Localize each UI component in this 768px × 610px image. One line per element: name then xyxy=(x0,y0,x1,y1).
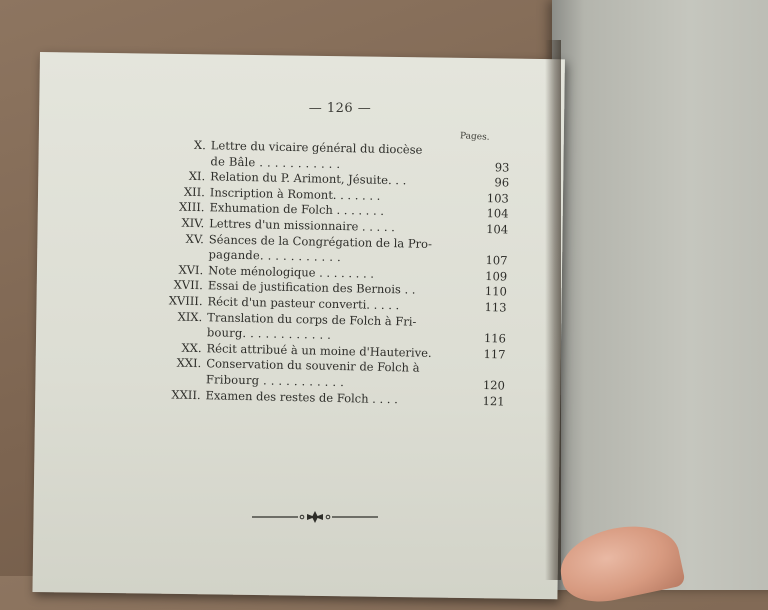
toc-entry-page: 110 xyxy=(484,284,507,299)
ornament-divider-icon xyxy=(250,510,380,524)
toc-entry-title: Relation du P. Arimont, Jésuite. . . xyxy=(210,169,407,188)
toc-entry-number: XVI. xyxy=(178,262,204,277)
toc-entry-page: 104 xyxy=(486,206,509,221)
toc-entry-number: XIV. xyxy=(181,215,205,231)
toc-entry-page: 104 xyxy=(486,222,509,237)
toc-entry-number: XV. xyxy=(185,231,205,246)
toc-entry-title: Lettre du vicaire général du diocèse xyxy=(210,138,423,157)
toc-entry-number: XVIII. xyxy=(168,293,203,309)
page-number: — 126 — xyxy=(308,101,372,116)
toc-entry-page: 107 xyxy=(485,253,508,268)
toc-entry-page: 103 xyxy=(486,190,509,206)
toc-entry-number: X. xyxy=(193,137,206,153)
toc-entry-page: 109 xyxy=(485,268,508,284)
toc-entry-number: XXI. xyxy=(176,355,202,371)
toc-entry-title: de Bâle . . . . . . . . . . . xyxy=(210,153,341,171)
toc-entry-page: 120 xyxy=(482,377,506,393)
toc-entry-number: XVII. xyxy=(173,277,204,293)
toc-entry-number: XII. xyxy=(183,184,206,199)
toc-entry-title: Inscription à Romont. . . . . . . xyxy=(209,185,381,203)
table-of-contents xyxy=(144,137,509,410)
toc-entry-title: Récit d'un pasteur converti. . . . . xyxy=(207,294,400,313)
toc-entry-page: 96 xyxy=(494,175,510,190)
toc-entry-number: XI. xyxy=(188,169,206,184)
toc-entry-title: Exhumation de Folch . . . . . . . xyxy=(209,200,385,219)
right-page xyxy=(552,0,768,590)
toc-entry-title: Lettres d'un missionnaire . . . . . xyxy=(209,216,396,235)
book-gutter-shadow xyxy=(545,40,561,580)
toc-entry-number: XX. xyxy=(181,340,202,355)
toc-entry-title: bourg. . . . . . . . . . . . xyxy=(206,325,332,342)
toc-entry-page: 113 xyxy=(484,299,507,315)
toc-entry-page: 93 xyxy=(494,159,510,175)
toc-entry-title: pagande. . . . . . . . . . . xyxy=(208,247,342,265)
toc-entry-number: XXII. xyxy=(171,387,201,402)
toc-entry-title: Fribourg . . . . . . . . . . . xyxy=(205,372,345,390)
toc-entry-title: Séances de la Congrégation de la Pro- xyxy=(208,231,433,251)
toc-entry-page: 116 xyxy=(483,331,507,346)
toc-entry-title: Récit attribué à un moine d'Hauterive. xyxy=(206,340,432,360)
toc-entry-title: Note ménologique . . . . . . . . xyxy=(208,263,375,281)
pages-column-header: Pages. xyxy=(459,131,490,143)
toc-entry-number: XIX. xyxy=(177,309,203,324)
toc-entry-title: Examen des restes de Folch . . . . xyxy=(205,387,399,406)
toc-entry-page: 121 xyxy=(482,393,505,408)
toc-entry-title: Essai de justification des Bernois . . xyxy=(207,278,416,297)
toc-entry-title: Translation du corps de Folch à Fri- xyxy=(207,309,417,329)
toc-entry-page: 117 xyxy=(483,346,506,362)
toc-entry-number: XIII. xyxy=(178,200,205,215)
toc-entry-title: Conservation du souvenir de Folch à xyxy=(206,356,420,376)
